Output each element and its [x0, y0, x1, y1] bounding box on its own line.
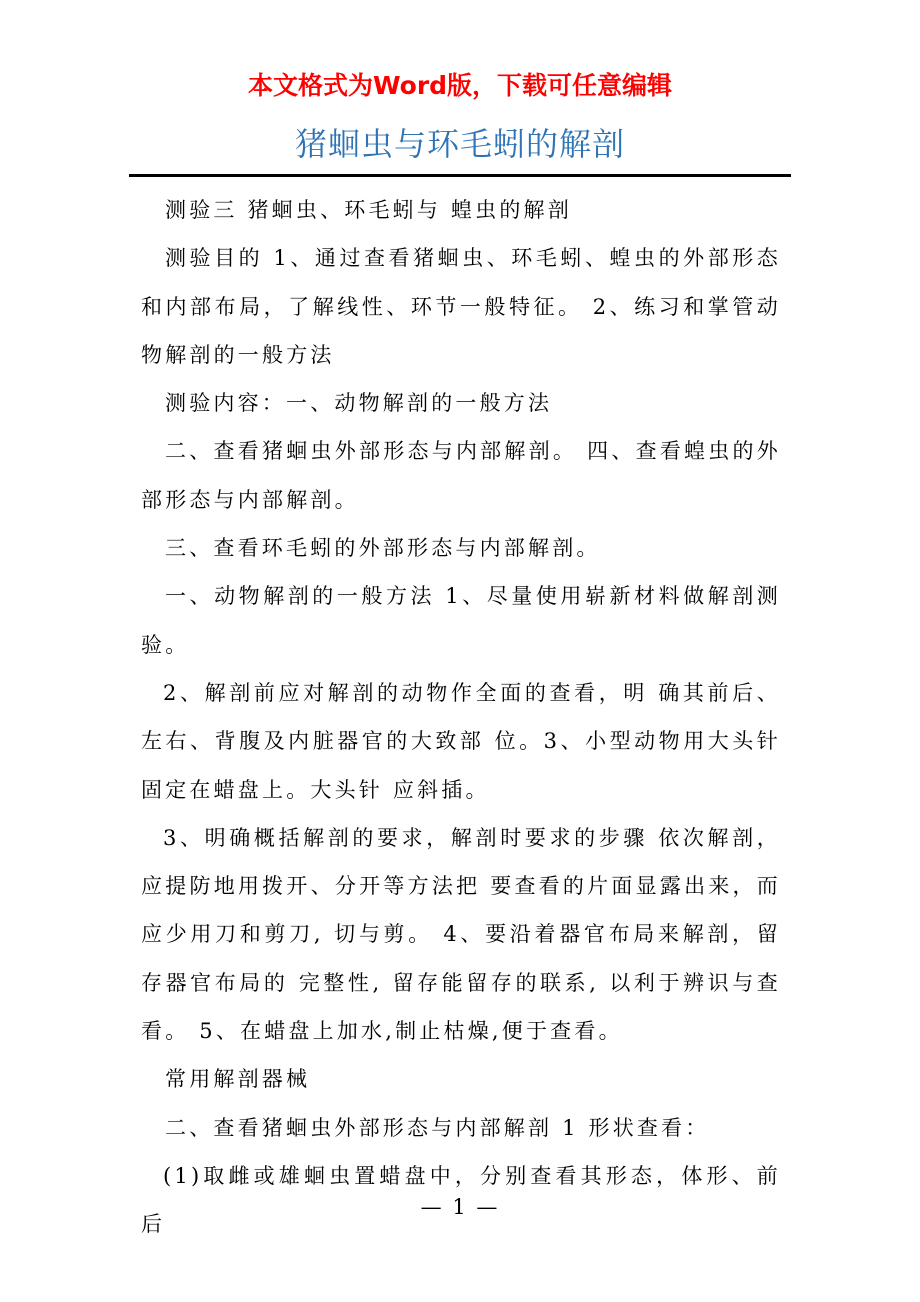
paragraph-contents: 测验内容：一、动物解剖的一般方法: [165, 391, 553, 416]
paragraph-roundworm-step-1: (1)取雌或雄蛔虫置蜡盘中，分别查看其形态，体形、前后: [141, 1163, 781, 1237]
paragraph-instruments: 常用解剖器械: [165, 1067, 311, 1092]
page-number: — 1 —: [420, 1195, 500, 1219]
paragraph-roundworm-observation: 二、查看猪蛔虫外部形态与内部解剖 1 形状查看：: [165, 1115, 710, 1140]
document-title: 猪蛔虫与环毛蚓的解剖: [294, 125, 625, 163]
title-divider: [129, 174, 791, 177]
paragraph-content-2-4: 二、查看猪蛔虫外部形态与内部解剖。 四、查看蝗虫的外部形态与内部解剖。: [141, 439, 781, 512]
format-notice: 本文格式为Word版，下载可任意编辑: [247, 71, 673, 100]
paragraph-objectives: 测验目的 1、通过查看猪蛔虫、环毛蚓、蝗虫的外部形态和内部布局，了解线性、环节一般特征。 2、练习和掌管动物解剖的一般方法: [141, 246, 781, 367]
document-body: [141, 186, 781, 1249]
paragraph-method-1: 一、动物解剖的一般方法 1、尽量使用崭新材料做解剖测验。: [141, 584, 781, 657]
paragraph-experiment-title: 测验三 猪蛔虫、环毛蚓与 蝗虫的解剖: [165, 198, 572, 222]
paragraph-method-2-3: 2、解剖前应对解剖的动物作全面的查看，明 确其前后、左右、背腹及内脏器官的大致部 位。3、小型动物用大头针固定在蜡盘上。大头针 应斜插。: [141, 680, 781, 802]
paragraph-method-3-5: 3、明确概括解剖的要求，解剖时要求的步骤 依次解剖，应提防地用拨开、分开等方法把 要查看的片面显露出来，而应少用刀和剪刀, 切与剪。 4、要沿着器官布局来解剖，留存器官布局的 完整性, 留存能留存的联系, 以利于辨识与查看。 5、在蜡盘上加水,制止枯燥,便于查看。: [141, 825, 781, 1044]
paragraph-content-3: 三、查看环毛蚓的外部形态与内部解剖。: [165, 536, 601, 561]
